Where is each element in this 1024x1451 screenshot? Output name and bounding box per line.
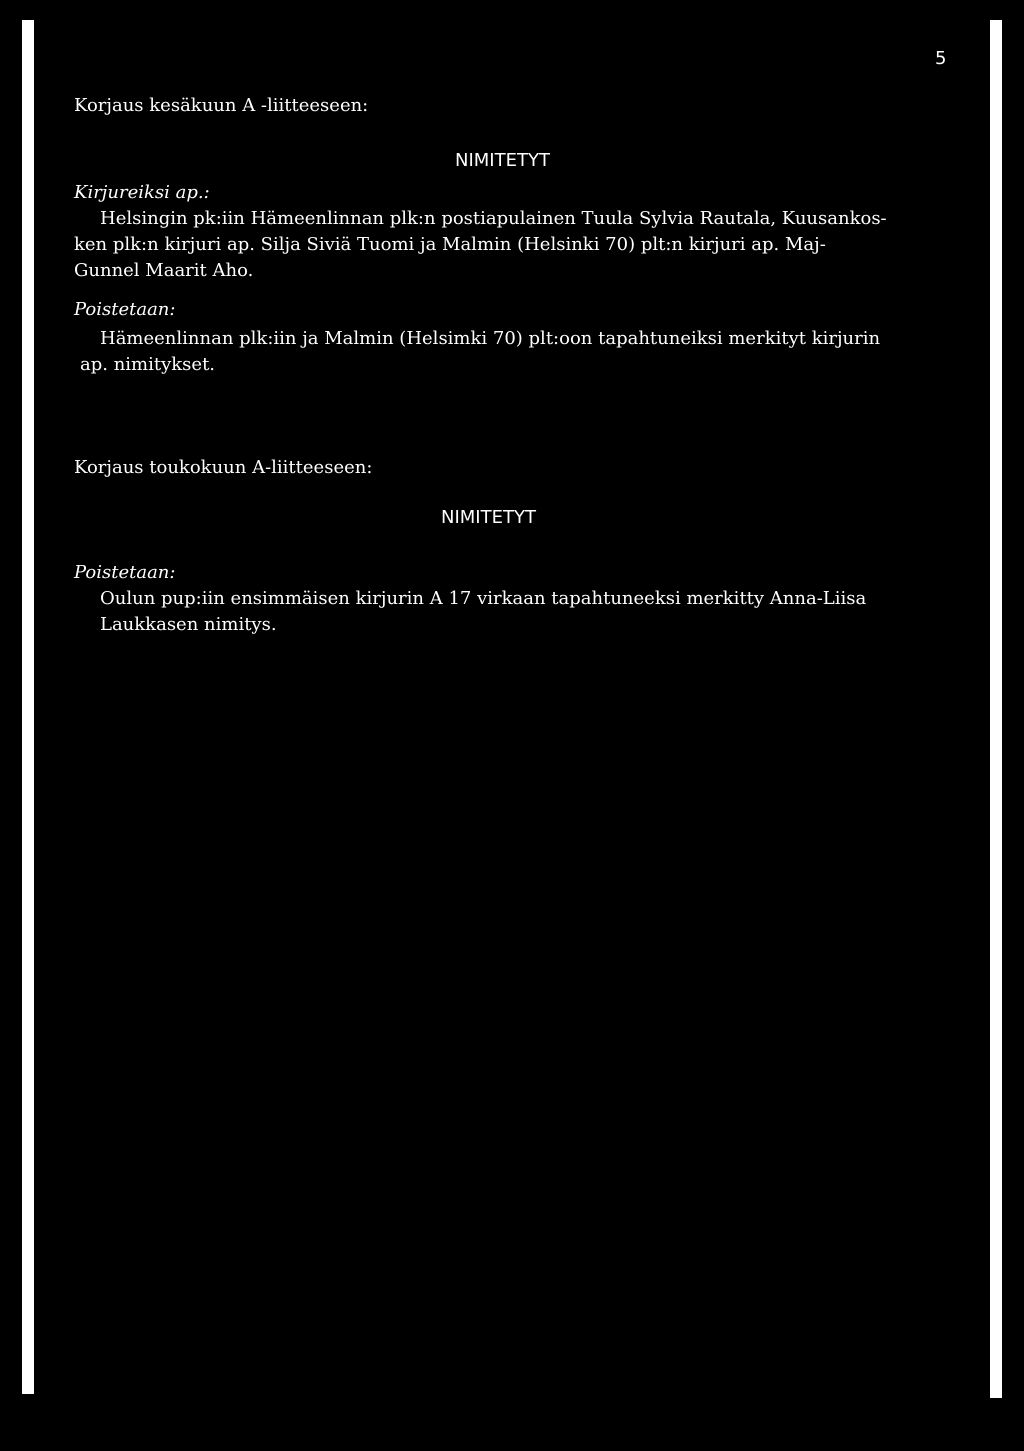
section-1-paragraph-1 (74, 206, 887, 284)
section-2-paragraph-1 (100, 586, 866, 638)
section-1-title: NIMITETYT (455, 150, 550, 171)
section-1-paragraph-1-line-3: Gunnel Maarit Aho. (74, 260, 254, 281)
section-1-heading: Korjaus kesäkuun A -liitteeseen: (74, 95, 369, 116)
section-2-heading: Korjaus toukokuun A-liitteeseen: (74, 457, 373, 478)
section-1-paragraph-1-line-2: ken plk:n kirjuri ap. Silja Siviä Tuomi ja Malmin (Helsinki 70) plt:n kirjuri ap. Maj- (74, 234, 826, 255)
section-1-paragraph-2 (80, 326, 881, 378)
section-1-subheading-poistetaan: Poistetaan: (74, 299, 176, 320)
right-margin-bar (990, 20, 1002, 1398)
section-1-subheading-kirjureiksi: Kirjureiksi ap.: (74, 182, 210, 203)
section-2-subheading-poistetaan: Poistetaan: (74, 562, 176, 583)
page-number: 5 (935, 48, 947, 69)
section-1-paragraph-2-line-2: ap. nimitykset. (80, 354, 216, 375)
left-margin-bar (22, 20, 34, 1394)
section-1-paragraph-1-line-1: Helsingin pk:iin Hämeenlinnan plk:n postiapulainen Tuula Sylvia Rautala, Kuusankos- (100, 208, 887, 229)
section-2-paragraph-1-line-2: Laukkasen nimitys. (100, 614, 277, 635)
section-2-paragraph-1-line-1: Oulun pup:iin ensimmäisen kirjurin A 17 virkaan tapahtuneeksi merkitty Anna-Liisa (100, 588, 867, 609)
section-2-title: NIMITETYT (441, 507, 536, 528)
section-1-paragraph-2-line-1: Hämeenlinnan plk:iin ja Malmin (Helsimki 70) plt:oon tapahtuneiksi merkityt kirjurin (100, 328, 881, 349)
